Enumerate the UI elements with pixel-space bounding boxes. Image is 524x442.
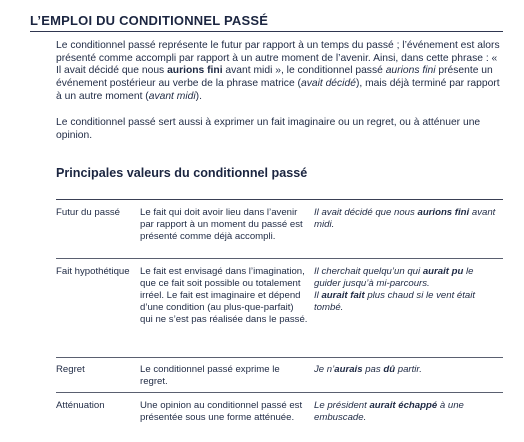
example-text: à une embuscade. <box>314 400 464 423</box>
row-example <box>314 266 500 314</box>
row-label: Regret <box>56 364 85 375</box>
table-top-rule <box>56 199 503 200</box>
row-label: Fait hypothétique <box>56 266 130 277</box>
table-row-divider <box>56 357 503 358</box>
intro-text-1: Le conditionnel passé représente le futur par rapport à un temps du passé ; l’événement est alors présenté comme accompli par rapport à un autre moment de l’avenir. Ainsi, dans cette phrase : « Il avait décidé que nous <box>56 40 500 77</box>
example-text: Il <box>314 289 322 301</box>
intro-text-2: avant midi », le conditionnel passé <box>222 65 386 77</box>
example-text: Il avait décidé que nous <box>314 207 418 218</box>
example-text: Le président <box>314 400 370 411</box>
row-label: Futur du passé <box>56 207 120 218</box>
row-example <box>314 400 500 424</box>
example-bold-verb: aurait fait <box>321 289 365 301</box>
row-example <box>314 207 500 231</box>
intro-italic-matrix: avait décidé <box>300 78 356 90</box>
row-description: Une opinion au conditionnel passé est présentée sous une forme atténuée. <box>140 400 303 423</box>
example-text: plus chaud si le vent était tombé. <box>314 289 476 313</box>
example-bold-verb: aurait échappé <box>369 400 438 411</box>
example-bold-verb: aurais <box>334 364 363 375</box>
row-example <box>314 364 500 376</box>
intro-paragraph <box>56 40 500 104</box>
intro-italic-verb: aurions fini <box>385 65 436 77</box>
table-title: Principales valeurs du conditionnel passé <box>56 166 308 180</box>
example-text: avant midi. <box>314 207 496 230</box>
row-description: Le conditionnel passé exprime le regret. <box>140 364 280 387</box>
intro-text-3: présente un événement postérieur au verbe de la phrase matrice ( <box>56 65 493 90</box>
intro-bold-verb: aurions fini <box>167 65 223 77</box>
example-text: le guider jusqu’à mi-parcours. <box>314 266 474 289</box>
row-description: Le fait est envisagé dans l’imagination, que ce fait soit possible ou totalement irréel. Le fait est imaginaire et dépend d’une condition (au plus-que-parfait) qui ne s’est pas réalisée dans le passé. <box>140 266 308 325</box>
example-text: Je n’ <box>314 364 335 375</box>
intro-italic-moment: avant midi <box>148 90 196 102</box>
table-row-divider <box>56 392 503 393</box>
second-paragraph: Le conditionnel passé sert aussi à exprimer un fait imaginaire ou un regret, ou à atténuer une opinion. <box>56 117 481 141</box>
row-description: Le fait qui doit avoir lieu dans l’avenir par rapport à un moment du passé est présenté comme déjà accompli. <box>140 207 303 242</box>
section-title: L’EMPLOI DU CONDITIONNEL PASSÉ <box>30 13 269 28</box>
example-bold-verb: aurait pu <box>422 266 464 277</box>
row-label: Atténuation <box>56 400 105 411</box>
example-text: pas <box>362 364 384 375</box>
example-text: partir. <box>395 364 422 375</box>
table-row-divider <box>56 258 503 259</box>
intro-text-4: ), mais déjà terminé par rapport à un autre moment ( <box>56 78 500 102</box>
intro-text-5: ). <box>195 90 202 102</box>
example-text: Il cherchait quelqu’un qui <box>314 266 423 277</box>
title-underline <box>30 31 503 32</box>
example-bold-verb: dû <box>383 364 396 375</box>
example-bold-verb: aurions fini <box>417 207 470 218</box>
